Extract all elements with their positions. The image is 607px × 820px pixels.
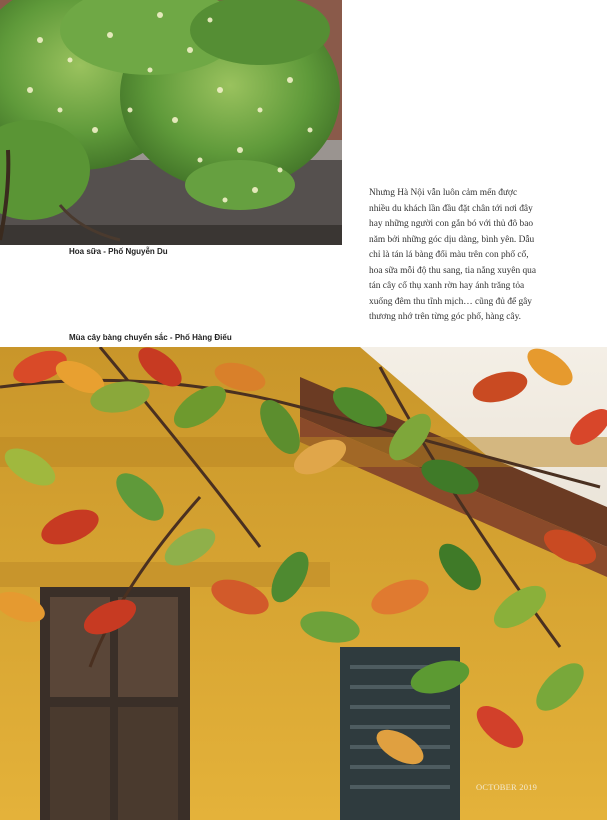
article-line: chỉ là tán lá bàng đổi màu trên con phố cổ, [369,250,529,260]
caption-almond-trees: Mùa cây bàng chuyển sắc - Phố Hàng Điếu [69,333,232,342]
photo-almond-leaves-house [0,347,607,820]
article-line: tán cây cổ thụ xanh rờn hay ánh trăng tỏa [369,281,525,291]
article-line: Nhưng Hà Nội vẫn luôn cảm mến được [369,188,518,198]
caption-milk-flower: Hoa sữa - Phố Nguyễn Du [69,247,168,256]
article-line: hay những người con gắn bó với thủ đô bao [369,219,534,229]
article-line: nhiều du khách lần đầu đặt chân tới nơi đây [369,203,533,214]
article-line: xuống đêm thu tĩnh mịch… cũng đủ để gây [369,296,532,307]
article-line: thương nhớ trên từng góc phố, hàng cây. [369,312,521,322]
article-line: năm bởi những góc dịu dàng, bình yên. Dẫu [369,234,535,245]
issue-date-folio: OCTOBER 2019 [476,782,538,792]
article-text [369,186,549,326]
article-line: hoa sữa mỗi độ thu sang, tia nắng xuyên qua [369,265,537,276]
photo-milk-flower-tree [0,0,342,245]
